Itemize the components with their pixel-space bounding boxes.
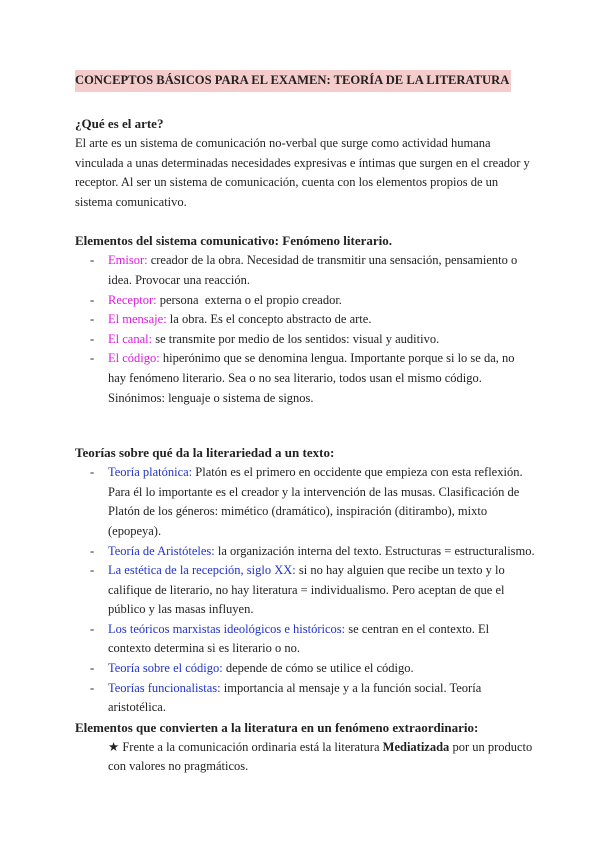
term-mensaje: El mensaje: (108, 312, 167, 327)
list-item (75, 291, 535, 311)
section-art (75, 114, 535, 212)
list-dash: - (90, 312, 95, 327)
term-codigo: El código: (108, 351, 160, 366)
document-page (75, 70, 535, 777)
bold-term: Mediatizada (382, 739, 450, 754)
list-item-text: depende de cómo se utilice el código. (222, 661, 414, 676)
term-aristoteles: Teoría de Aristóteles: (108, 543, 215, 558)
list-item-text: hiperónimo que se denomina lengua. Importante porque si lo se da, no hay fenómeno literario. Sea o no sea literario, todos usan el mismo código. Sinónimos: lenguaje o sistema de signos. (108, 351, 515, 405)
list-dash: - (90, 543, 95, 558)
list-item-text: se centran en el contexto. El contexto determina si es literario o no. (108, 621, 490, 656)
list-dash: - (90, 253, 95, 268)
section-elements-heading: Elementos del sistema comunicativo: Fenómeno literario. (75, 233, 392, 249)
list-dash: - (90, 331, 95, 346)
term-recepcion: La estética de la recepción, siglo XX: (108, 563, 296, 578)
list-item (75, 463, 535, 541)
list-dash: - (90, 621, 95, 636)
list-item (75, 330, 535, 350)
list-item (75, 349, 535, 408)
star-text-after: por un producto con valores no pragmáticos. (108, 739, 533, 774)
list-dash: - (90, 661, 95, 676)
star-icon: ★ (108, 739, 120, 754)
section-elements (75, 231, 535, 408)
term-receptor: Receptor: (108, 292, 157, 307)
list-item-text: creador de la obra. Necesidad de transmitir una sensación, pensamiento o idea. Provocar una reacción. (108, 253, 518, 287)
list-dash: - (90, 351, 95, 366)
section-theories-heading: Teorías sobre qué da la literariedad a un texto: (75, 445, 335, 461)
term-canal: El canal: (108, 331, 153, 346)
list-item (75, 310, 535, 330)
term-platonica: Teoría platónica: (108, 465, 193, 480)
term-funcionalistas: Teorías funcionalistas: (108, 680, 221, 695)
term-emisor: Emisor: (108, 253, 148, 268)
term-codigo-teoria: Teoría sobre el código: (108, 661, 223, 676)
list-dash: - (90, 292, 95, 307)
list-item-text: la organización interna del texto. Estructuras = estructuralismo. (214, 543, 535, 558)
section-art-body: El arte es un sistema de comunicación no-verbal que surge como actividad humana vinculada a unas determinadas necesidades expresivas e íntimas que surgen en el creador y receptor. Al ser un sistema de comunicación, cuenta con los elementos propios de un sistema comunicativo. (75, 136, 530, 209)
list-item-text: persona externa o el propio creador. (156, 292, 342, 307)
list-item (75, 659, 535, 679)
section-extraordinary-heading: Elementos que convierten a la literatura en un fenómeno extraordinario: (75, 719, 479, 735)
term-marxistas: Los teóricos marxistas ideológicos e históricos: (108, 621, 346, 636)
section-theories (75, 443, 535, 718)
list-dash: - (90, 465, 95, 480)
star-text-before: Frente a la comunicación ordinaria está la literatura (119, 739, 383, 754)
list-dash: - (90, 680, 95, 695)
list-item (75, 542, 535, 562)
list-item-text: la obra. Es el concepto abstracto de arte. (166, 312, 372, 327)
elements-list (75, 251, 535, 408)
star-paragraph (75, 738, 535, 777)
document-title: CONCEPTOS BÁSICOS PARA EL EXAMEN: TEORÍA DE LA LITERATURA (75, 70, 511, 92)
list-item (75, 679, 535, 718)
list-item (75, 251, 535, 290)
list-item-text: si no hay alguien que recibe un texto y lo califique de literario, no hay literatura = individualismo. Pero aceptan de que el público y las masas influyen. (108, 563, 505, 617)
title-block (75, 70, 535, 92)
list-item-text: Platón es el primero en occidente que empieza con esta reflexión. Para él lo importante es el creador y la intervención de las musas. Clasificación de Platón de los géneros: mimético (dramático), inspiración (ditirambo), mixto (epopeya). (108, 465, 523, 538)
section-extraordinary (75, 718, 535, 777)
list-item-text: importancia al mensaje y a la función social. Teoría aristotélica. (108, 680, 482, 715)
list-item (75, 561, 535, 620)
theories-list (75, 463, 535, 718)
list-item-text: se transmite por medio de los sentidos: visual y auditivo. (152, 331, 440, 346)
list-dash: - (90, 563, 95, 578)
list-item (75, 620, 535, 659)
section-art-heading: ¿Qué es el arte? (75, 116, 164, 131)
